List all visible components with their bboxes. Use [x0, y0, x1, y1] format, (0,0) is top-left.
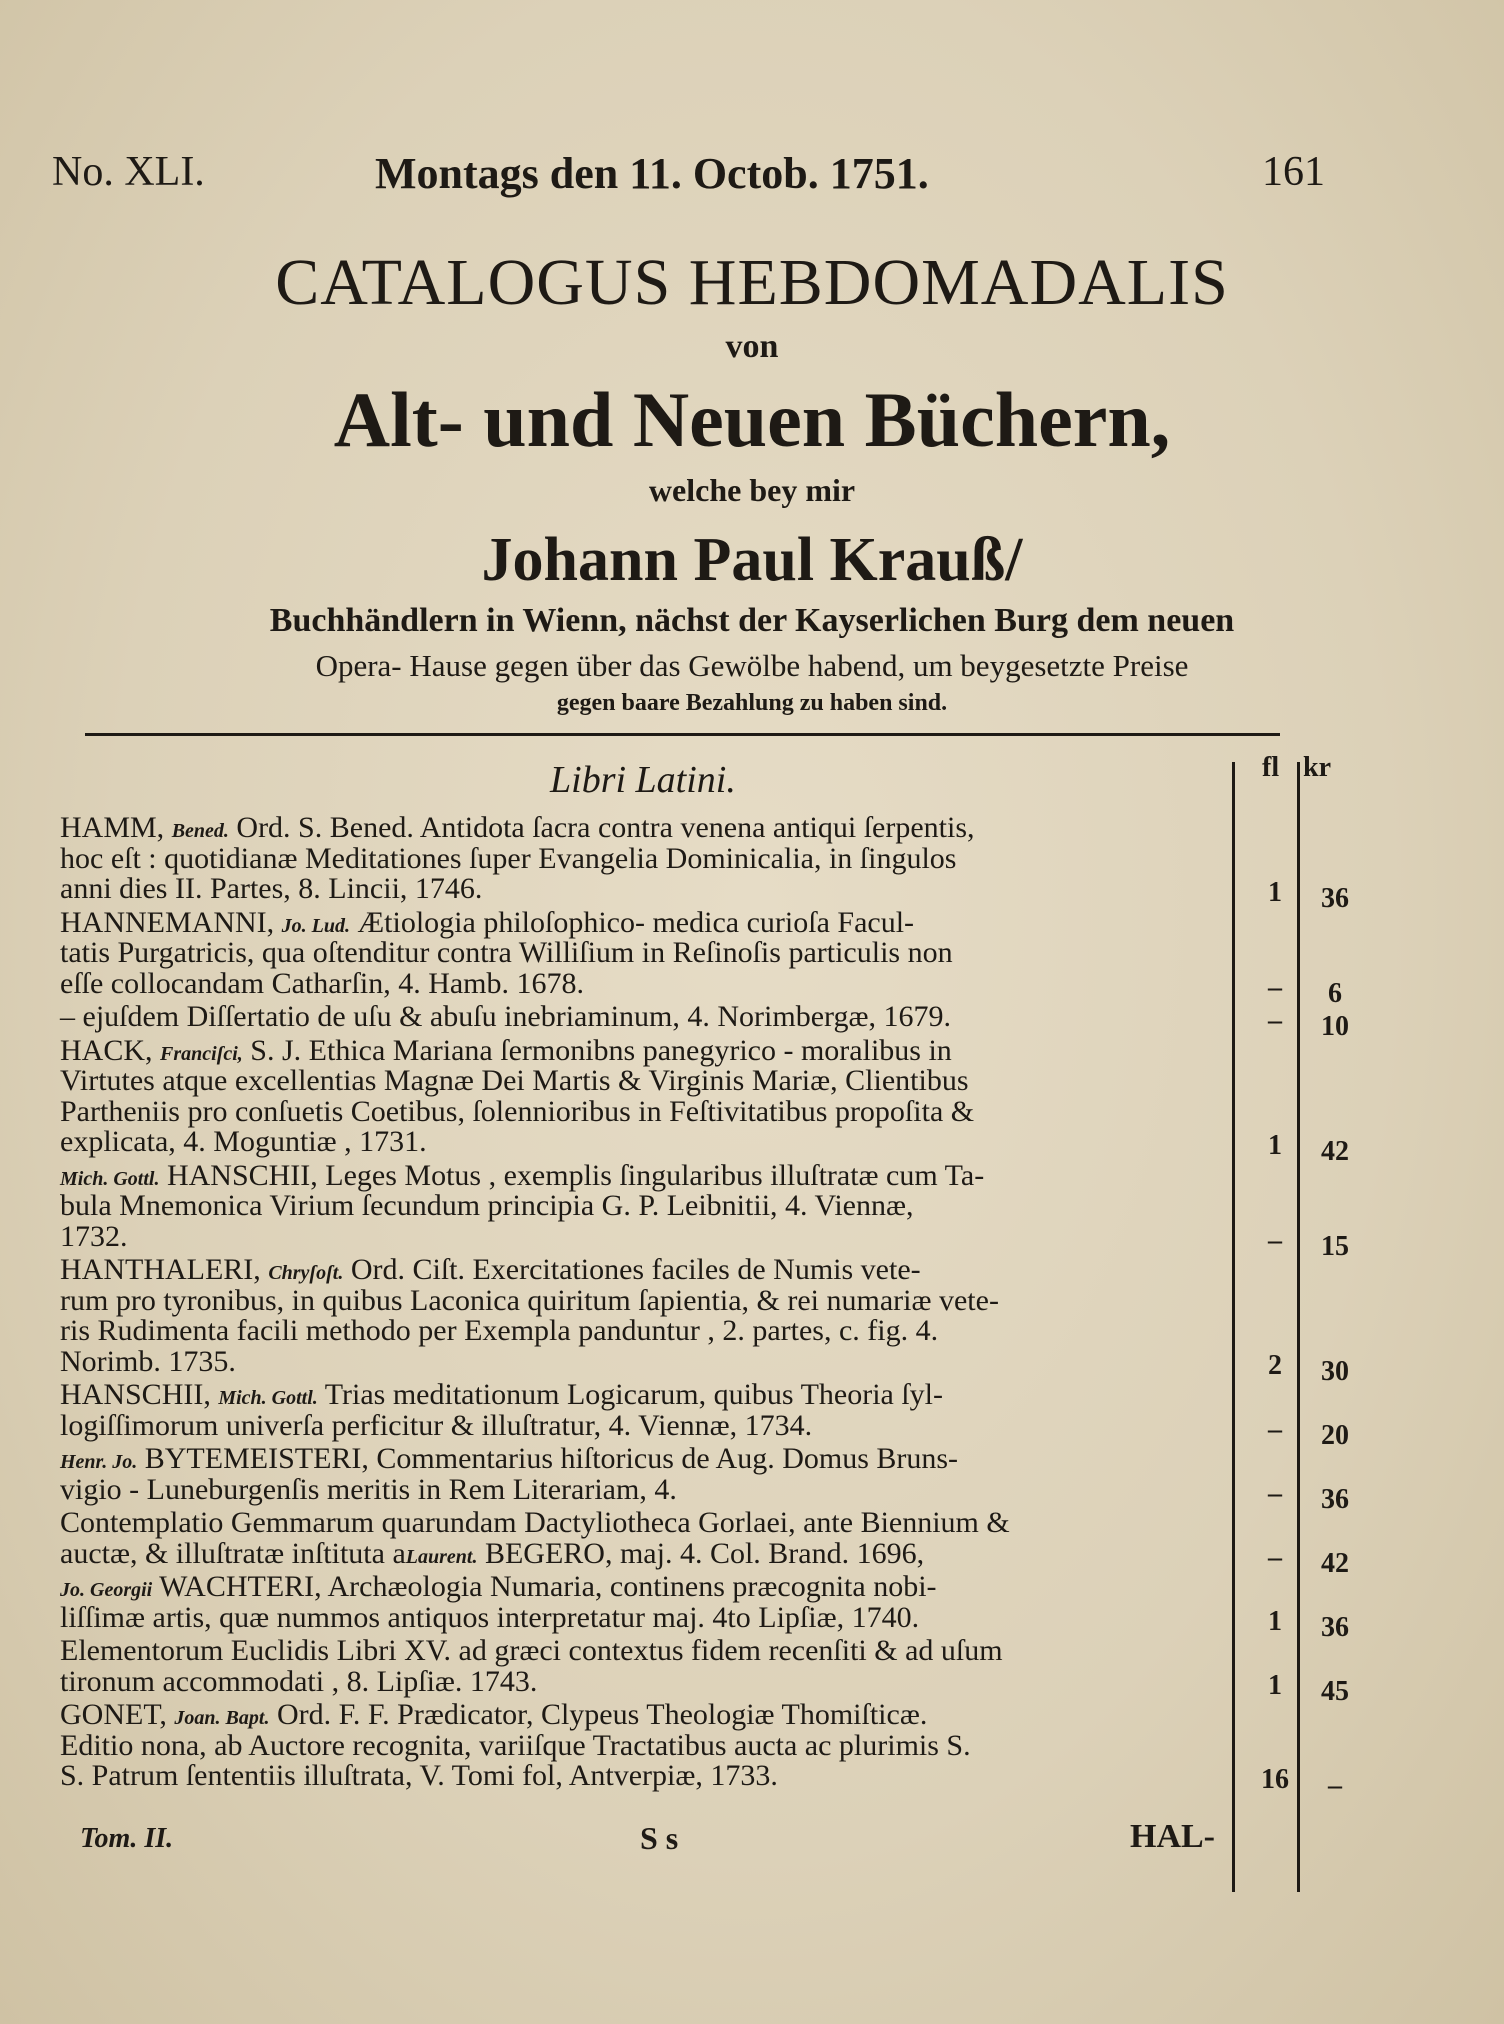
- entry-text: HANNEMANNI,: [60, 905, 282, 939]
- entry-text: hoc eſt : quotidianæ Meditationes ſuper Evangelia Dominicalia, in ſingulos: [60, 841, 957, 875]
- book-entry: [60, 1444, 1220, 1505]
- book-entry: [60, 1158, 1220, 1253]
- book-entry: [60, 1508, 1220, 1569]
- entry-line: [60, 1380, 943, 1410]
- entry-text: BYTEMEISTERI, Commentarius hiſtoricus de Aug. Domus Bruns-: [137, 1442, 959, 1475]
- entry-text: HANSCHII,: [60, 1378, 219, 1411]
- page-number: 161: [1262, 149, 1325, 195]
- entry-author-forename: Bened.: [171, 820, 229, 842]
- masthead-von: von: [725, 328, 779, 365]
- entry-line: [60, 841, 957, 875]
- entry-line: [60, 1508, 1010, 1538]
- price-kreuzer: 20: [1321, 1419, 1349, 1451]
- price-kreuzer: 6: [1328, 977, 1342, 1009]
- section-title: Libri Latini.: [550, 759, 736, 801]
- entry-text: Elementorum Euclidis Libri XV. ad græci contextus fidem recenſiti & ad uſum: [60, 1634, 1003, 1667]
- entry-text: auctæ, & illuſtratæ inſtituta a: [60, 1536, 406, 1570]
- entry-text: Virtutes atque excellentias Magnæ Dei Martis & Virginis Mariæ, Clientibus: [60, 1064, 969, 1097]
- price-kreuzer: 10: [1321, 1011, 1349, 1042]
- entry-line: [60, 1600, 920, 1634]
- entry-text: BEGERO, maj. 4. Col. Brand. 1696,: [477, 1536, 925, 1570]
- entry-line: [60, 1066, 969, 1096]
- entry-author-forename: Laurent.: [405, 1545, 478, 1568]
- entry-line: [60, 1344, 236, 1378]
- entry-line: [60, 1408, 813, 1442]
- entry-author-forename: Chryſoſt.: [268, 1262, 344, 1284]
- price-kreuzer: 15: [1321, 1230, 1349, 1262]
- entry-text: bula Mnemonica Virium ſecundum principia G. P. Leibnitii, 4. Viennæ,: [60, 1189, 914, 1222]
- price-florin: 1: [1268, 1605, 1282, 1637]
- entry-text: HANTHALERI,: [60, 1253, 269, 1286]
- entry-line: [60, 1472, 677, 1506]
- entry-text: WACHTERI, Archæologia Numaria, continens præcognita nobi-: [152, 1570, 937, 1603]
- book-entry: [60, 1255, 1220, 1377]
- column-header-kr: kr: [1303, 752, 1331, 783]
- entry-text: HAMM,: [60, 811, 172, 844]
- price-column-rule: [1297, 762, 1300, 1892]
- entry-text: eſſe collocandam Catharſin, 4. Hamb. 1678.: [60, 966, 585, 1000]
- entry-line: [60, 1572, 937, 1602]
- price-kreuzer: –: [1328, 1770, 1342, 1801]
- entry-text: Norimb. 1735.: [60, 1344, 236, 1378]
- entry-text: HACK,: [60, 1033, 161, 1067]
- entry-line: [60, 1761, 778, 1791]
- entry-text: Ord. F. F. Prædicator, Clypeus Theologiæ Thomiſticæ.: [269, 1698, 928, 1731]
- entry-text: explicata, 4. Moguntiæ , 1731.: [60, 1125, 427, 1158]
- price-kreuzer: 30: [1321, 1355, 1349, 1387]
- entry-line: [60, 1444, 958, 1474]
- entry-text: logiſſimorum univerſa perficitur & illuſtratur, 4. Viennæ, 1734.: [60, 1408, 813, 1442]
- price-kreuzer: 42: [1321, 1547, 1349, 1579]
- entry-line: [60, 813, 975, 843]
- column-header-fl: fl: [1262, 752, 1280, 783]
- entry-line: [60, 1094, 975, 1128]
- entry-text: Ætiologia philoſophico- medica curioſa Facul-: [350, 905, 915, 939]
- publisher-address-line-2: Opera- Hause gegen über das Gewölbe habend, um beygesetzte Preise: [315, 648, 1189, 683]
- publisher-name: Johann Paul Krauß/: [481, 526, 1023, 594]
- book-entry: [60, 1002, 1220, 1033]
- book-entry: [60, 1572, 1220, 1633]
- entry-author-forename: Jo. Georgii: [60, 1579, 153, 1601]
- price-florin: 1: [1268, 1130, 1282, 1161]
- entry-text: Contemplatio Gemmarum quarundam Dactyliotheca Gorlaei, ante Biennium &: [60, 1506, 1010, 1539]
- entry-author-forename: Mich. Gottl.: [60, 1167, 160, 1190]
- price-kreuzer: 36: [1321, 883, 1349, 914]
- entry-line: [60, 1219, 128, 1253]
- book-entry: [60, 813, 1220, 905]
- price-florin: –: [1268, 1541, 1282, 1573]
- entry-text: Editio nona, ab Auctore recognita, variiſque Tractatibus aucta ac plurimis S.: [60, 1728, 971, 1762]
- entry-line: [60, 1191, 914, 1221]
- entry-line: [60, 1536, 925, 1570]
- book-entry: [60, 1380, 1220, 1441]
- entry-line: [60, 905, 915, 939]
- entry-text: – ejuſdem Diſſertatio de uſu & abuſu inebriaminum, 4. Norimbergæ, 1679.: [60, 1000, 951, 1033]
- entry-text: GONET,: [60, 1698, 175, 1731]
- entry-line: [60, 1316, 938, 1346]
- publisher-address-line-3: gegen baare Bezahlung zu haben sind.: [556, 690, 948, 716]
- catchword: HAL-: [1130, 1818, 1215, 1855]
- entry-line: [60, 1033, 952, 1067]
- entry-line: [60, 1728, 971, 1762]
- entry-text: rum pro tyronibus, in quibus Laconica quiritum ſapientia, & rei numariæ vete-: [60, 1283, 999, 1317]
- price-florin: –: [1268, 971, 1282, 1003]
- entry-author-forename: Joan. Bapt.: [174, 1707, 270, 1729]
- price-florin: 1: [1268, 1669, 1282, 1701]
- entry-line: [60, 1664, 538, 1698]
- price-kreuzer: 45: [1321, 1675, 1349, 1707]
- price-florin: 1: [1268, 877, 1282, 908]
- price-florin: –: [1268, 1224, 1282, 1256]
- book-entry: [60, 905, 1220, 1000]
- book-entry: [60, 1033, 1220, 1158]
- entry-text: liſſimæ artis, quæ nummos antiquos interpretatur maj. 4to Lipſiæ, 1740.: [60, 1600, 920, 1634]
- price-florin: –: [1268, 1005, 1282, 1036]
- entry-line: [60, 1636, 1003, 1666]
- entry-text: 1732.: [60, 1219, 128, 1253]
- volume-mark: Tom. II.: [80, 1823, 174, 1854]
- entry-line: [60, 1255, 921, 1285]
- entry-text: Trias meditationum Logicarum, quibus Theoria ſyl-: [317, 1378, 944, 1411]
- entry-line: [60, 1127, 427, 1157]
- entry-text: Ord. Ciſt. Exercitationes faciles de Numis vete-: [343, 1253, 921, 1286]
- price-florin: 16: [1261, 1764, 1289, 1795]
- price-kreuzer: 36: [1321, 1611, 1349, 1643]
- text-column-rule: [1232, 762, 1235, 1892]
- entry-text: ris Rudimenta facili methodo per Exempla panduntur , 2. partes, c. fig. 4.: [60, 1314, 939, 1347]
- entry-text: HANSCHII, Leges Motus , exemplis ſingularibus illuſtratæ cum Ta-: [159, 1158, 985, 1192]
- book-entry: [60, 1700, 1220, 1792]
- price-kreuzer: 42: [1321, 1136, 1349, 1167]
- entry-text: Ord. S. Bened. Antidota ſacra contra venena antiqui ſerpentis,: [228, 811, 975, 844]
- publisher-address-line-1: Buchhändlern in Wienn, nächst der Kayserlichen Burg dem neuen: [269, 602, 1235, 639]
- header-rule: [85, 733, 1280, 736]
- entry-text: tatis Purgatricis, qua oſtenditur contra Williſium in Reſinoſis particulis non: [60, 936, 953, 969]
- entry-line: [60, 938, 953, 968]
- entry-line: [60, 966, 585, 1000]
- entry-line: [60, 1002, 951, 1032]
- price-florin: –: [1268, 1477, 1282, 1509]
- issue-number: No. XLI.: [52, 149, 205, 195]
- entry-author-forename: Franciſci,: [160, 1042, 243, 1065]
- entry-text: S. Patrum ſententiis illuſtrata, V. Tomi fol, Antverpiæ, 1733.: [60, 1759, 778, 1792]
- entry-line: [60, 1158, 985, 1192]
- entry-line: [60, 1283, 999, 1317]
- entry-author-forename: Henr. Jo.: [60, 1451, 138, 1473]
- book-entry: [60, 1636, 1220, 1697]
- issue-date: Montags den 11. Octob. 1751.: [375, 149, 929, 198]
- signature-mark: S s: [640, 1820, 679, 1856]
- entry-text: anni dies II. Partes, 8. Lincii, 1746.: [60, 872, 483, 905]
- masthead-welche: welche bey mir: [648, 472, 856, 508]
- price-florin: 2: [1268, 1349, 1282, 1381]
- entry-author-forename: Jo. Lud.: [281, 914, 350, 937]
- price-florin: –: [1268, 1413, 1282, 1445]
- entry-line: [60, 1700, 927, 1730]
- entry-author-forename: Mich. Gottl.: [218, 1387, 318, 1409]
- entry-text: tironum accommodati , 8. Lipſiæ. 1743.: [60, 1664, 538, 1698]
- price-kreuzer: 36: [1321, 1483, 1349, 1515]
- catalogue-title: CATALOGUS HEBDOMADALIS: [275, 246, 1229, 319]
- entry-line: [60, 874, 482, 904]
- entry-text: vigio - Luneburgenſis meritis in Rem Literariam, 4.: [60, 1472, 677, 1506]
- entry-text: S. J. Ethica Mariana ſermonibns panegyrico - moralibus in: [242, 1033, 952, 1067]
- entry-text: Partheniis pro conſuetis Coetibus, ſolennioribus in Feſtivitatibus propoſita &: [60, 1094, 975, 1128]
- catalogue-subtitle: Alt- und Neuen Büchern,: [333, 376, 1171, 463]
